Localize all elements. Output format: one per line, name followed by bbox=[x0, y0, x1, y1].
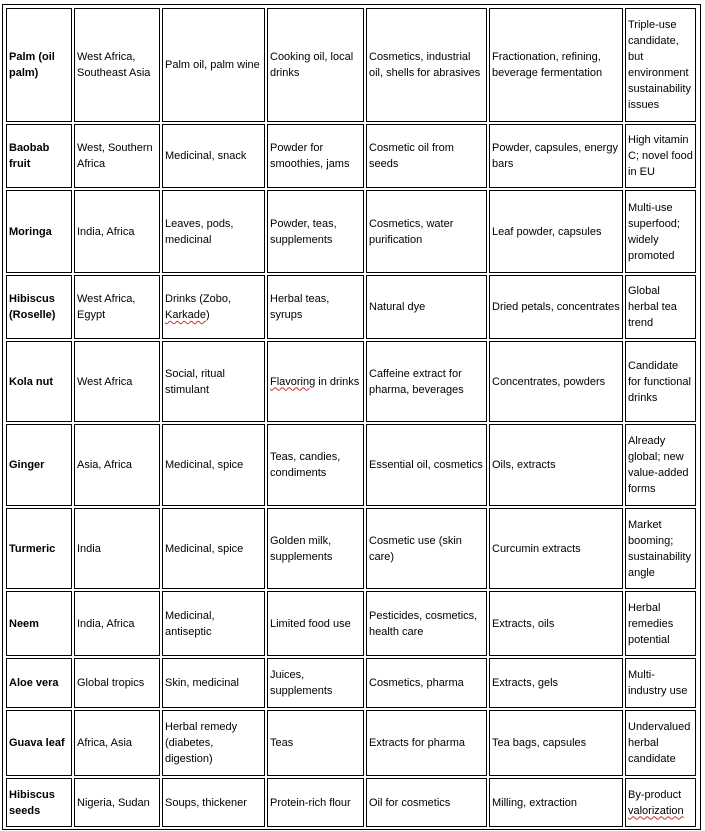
cell-processing bbox=[489, 190, 623, 273]
cell-text: Milling, extraction bbox=[492, 796, 577, 809]
cell-food-use bbox=[267, 275, 364, 339]
cell-processing bbox=[489, 710, 623, 776]
cell-crop-name bbox=[6, 508, 72, 589]
cell-crop-name bbox=[6, 778, 72, 827]
cell-region bbox=[74, 591, 160, 656]
cell-text: Nigeria, Sudan bbox=[77, 796, 150, 809]
cell-text: Global herbal tea trend bbox=[628, 285, 677, 329]
cell-commercial-potential bbox=[625, 778, 696, 827]
cell-region bbox=[74, 778, 160, 827]
cell-text: Dried petals, concentrates bbox=[492, 301, 620, 313]
cell-food-use bbox=[267, 190, 364, 273]
cell-text: Oils, extracts bbox=[492, 459, 556, 471]
cell-traditional-use bbox=[162, 658, 265, 708]
cell-text: West Africa, Egypt bbox=[77, 293, 136, 321]
cell-text: Golden milk, supplements bbox=[270, 534, 333, 563]
cell-food-use bbox=[267, 8, 364, 122]
cell-text: Extracts, gels bbox=[492, 677, 559, 689]
cell-traditional-use bbox=[162, 124, 265, 188]
cell-food-use bbox=[267, 124, 364, 188]
cell-processing bbox=[489, 275, 623, 339]
cell-text: Cosmetics, pharma bbox=[369, 677, 464, 689]
cell-region bbox=[74, 508, 160, 589]
cell-text: Palm (oil palm) bbox=[9, 51, 55, 79]
cell-food-use bbox=[267, 778, 364, 827]
cell-traditional-use bbox=[162, 8, 265, 122]
cell-text: Social, ritual stimulant bbox=[165, 367, 225, 396]
cell-non-food-use bbox=[366, 424, 487, 506]
cell-text: Tea bags, capsules bbox=[492, 737, 587, 749]
cell-region bbox=[74, 8, 160, 122]
cell-commercial-potential bbox=[625, 275, 696, 339]
cell-food-use bbox=[267, 424, 364, 506]
cell-text: High vitamin C; novel food in EU bbox=[628, 134, 693, 178]
cell-text: Market booming; sustainability angle bbox=[628, 518, 691, 579]
cell-text: Cooking oil, local drinks bbox=[270, 51, 354, 79]
cell-commercial-potential bbox=[625, 591, 696, 656]
cell-text: Moringa bbox=[9, 225, 52, 238]
cell-food-use bbox=[267, 341, 364, 422]
cell-text: Powder for smoothies, jams bbox=[270, 142, 350, 170]
cell-commercial-potential bbox=[625, 710, 696, 776]
cell-text: Cosmetics, water purification bbox=[369, 217, 454, 246]
cell-text: Multi-use superfood; widely promoted bbox=[628, 201, 680, 262]
cell-commercial-potential bbox=[625, 424, 696, 506]
cell-text: Medicinal, snack bbox=[165, 150, 247, 162]
cell-region bbox=[74, 424, 160, 506]
cell-text: Drinks (Zobo, Karkade) bbox=[165, 293, 232, 321]
cell-text: Herbal remedy (diabetes, digestion) bbox=[165, 721, 238, 765]
cell-text: Medicinal, spice bbox=[165, 542, 244, 555]
cell-text: By-product valorization bbox=[628, 788, 684, 817]
cell-text: Herbal remedies potential bbox=[628, 601, 674, 646]
cell-text: India, Africa bbox=[77, 225, 135, 238]
cell-text: Concentrates, powders bbox=[492, 375, 606, 388]
cell-crop-name bbox=[6, 658, 72, 708]
cell-region bbox=[74, 341, 160, 422]
cell-non-food-use bbox=[366, 124, 487, 188]
cell-text: Leaves, pods, medicinal bbox=[165, 217, 234, 246]
cell-commercial-potential bbox=[625, 124, 696, 188]
cell-traditional-use bbox=[162, 190, 265, 273]
cell-text: Turmeric bbox=[9, 542, 56, 555]
cell-region bbox=[74, 710, 160, 776]
cell-text: West Africa bbox=[77, 375, 133, 388]
cell-text: India, Africa bbox=[77, 617, 135, 630]
cell-region bbox=[74, 658, 160, 708]
cell-crop-name bbox=[6, 710, 72, 776]
cell-text: Cosmetics, industrial oil, shells for abrasives bbox=[369, 51, 481, 79]
cell-crop-name bbox=[6, 591, 72, 656]
cell-crop-name bbox=[6, 275, 72, 339]
cell-processing bbox=[489, 124, 623, 188]
cell-food-use bbox=[267, 710, 364, 776]
cell-text: Essential oil, cosmetics bbox=[369, 459, 483, 471]
cell-commercial-potential bbox=[625, 8, 696, 122]
cell-crop-name bbox=[6, 124, 72, 188]
cell-text: Asia, Africa bbox=[77, 459, 133, 471]
cell-commercial-potential bbox=[625, 658, 696, 708]
cell-crop-name bbox=[6, 8, 72, 122]
cell-non-food-use bbox=[366, 710, 487, 776]
cell-text: Baobab fruit bbox=[9, 142, 50, 170]
cell-text: Ginger bbox=[9, 459, 45, 471]
cell-food-use bbox=[267, 508, 364, 589]
cell-text: Teas bbox=[270, 737, 294, 749]
cell-non-food-use bbox=[366, 341, 487, 422]
cell-text: Protein-rich flour bbox=[270, 796, 351, 809]
cell-text: Triple-use candidate, but environment sustainability issues bbox=[628, 19, 691, 111]
cell-text: Hibiscus seeds bbox=[9, 788, 55, 817]
cell-text: Soups, thickener bbox=[165, 796, 247, 809]
cell-traditional-use bbox=[162, 710, 265, 776]
cell-text: West, Southern Africa bbox=[77, 142, 153, 170]
cell-text: Cosmetic use (skin care) bbox=[369, 534, 462, 563]
cell-text: Guava leaf bbox=[9, 737, 65, 749]
cell-processing bbox=[489, 778, 623, 827]
cell-crop-name bbox=[6, 190, 72, 273]
cell-text: Global tropics bbox=[77, 677, 145, 689]
cell-traditional-use bbox=[162, 508, 265, 589]
cell-commercial-potential bbox=[625, 508, 696, 589]
cell-text: Curcumin extracts bbox=[492, 542, 581, 555]
cell-text: India bbox=[77, 542, 101, 555]
cell-text: Hibiscus (Roselle) bbox=[9, 293, 56, 321]
cell-non-food-use bbox=[366, 778, 487, 827]
cell-text: Already global; new value-added forms bbox=[628, 435, 689, 495]
cell-text: West Africa, Southeast Asia bbox=[77, 51, 151, 79]
cell-non-food-use bbox=[366, 658, 487, 708]
cell-text: Fractionation, refining, beverage fermentation bbox=[492, 51, 603, 79]
cell-text: Limited food use bbox=[270, 617, 351, 630]
cell-text: Extracts for pharma bbox=[369, 737, 465, 749]
cell-region bbox=[74, 275, 160, 339]
cell-non-food-use bbox=[366, 190, 487, 273]
cell-traditional-use bbox=[162, 341, 265, 422]
cell-crop-name bbox=[6, 424, 72, 506]
cell-crop-name bbox=[6, 341, 72, 422]
cell-text: Herbal teas, syrups bbox=[270, 293, 330, 321]
cell-text: Pesticides, cosmetics, health care bbox=[369, 609, 478, 638]
cell-text: Cosmetic oil from seeds bbox=[369, 142, 454, 170]
cell-processing bbox=[489, 508, 623, 589]
cell-non-food-use bbox=[366, 275, 487, 339]
cell-processing bbox=[489, 591, 623, 656]
cell-processing bbox=[489, 658, 623, 708]
cell-text: Leaf powder, capsules bbox=[492, 225, 602, 238]
cell-text: Natural dye bbox=[369, 301, 426, 313]
cell-processing bbox=[489, 341, 623, 422]
cell-text: Oil for cosmetics bbox=[369, 796, 451, 809]
cell-text: Juices, supplements bbox=[270, 669, 333, 697]
cell-text: Undervalued herbal candidate bbox=[628, 721, 691, 765]
cell-region bbox=[74, 190, 160, 273]
cell-non-food-use bbox=[366, 8, 487, 122]
cell-text: Powder, teas, supplements bbox=[270, 217, 337, 246]
cell-traditional-use bbox=[162, 778, 265, 827]
cell-text: Medicinal, antiseptic bbox=[165, 609, 215, 638]
cell-processing bbox=[489, 8, 623, 122]
cell-non-food-use bbox=[366, 591, 487, 656]
cell-text: Multi-industry use bbox=[628, 669, 688, 697]
cell-text: Aloe vera bbox=[9, 677, 59, 689]
cell-traditional-use bbox=[162, 275, 265, 339]
cell-region bbox=[74, 124, 160, 188]
cell-non-food-use bbox=[366, 508, 487, 589]
cell-text: Powder, capsules, energy bars bbox=[492, 142, 618, 170]
cell-text: Flavoring in drinks bbox=[270, 375, 360, 388]
cell-text: Africa, Asia bbox=[77, 737, 133, 749]
cell-traditional-use bbox=[162, 591, 265, 656]
cell-text: Teas, candies, condiments bbox=[270, 451, 341, 479]
cell-food-use bbox=[267, 658, 364, 708]
cell-commercial-potential bbox=[625, 190, 696, 273]
cell-text: Extracts, oils bbox=[492, 617, 555, 630]
cell-traditional-use bbox=[162, 424, 265, 506]
cell-text: Skin, medicinal bbox=[165, 677, 239, 689]
cell-food-use bbox=[267, 591, 364, 656]
cell-text: Kola nut bbox=[9, 375, 53, 388]
cell-text: Candidate for functional drinks bbox=[628, 359, 691, 404]
cell-text: Medicinal, spice bbox=[165, 459, 244, 471]
cell-processing bbox=[489, 424, 623, 506]
cell-commercial-potential bbox=[625, 341, 696, 422]
cell-text: Neem bbox=[9, 617, 39, 630]
cell-text: Caffeine extract for pharma, beverages bbox=[369, 367, 464, 396]
cell-text: Palm oil, palm wine bbox=[165, 59, 260, 71]
